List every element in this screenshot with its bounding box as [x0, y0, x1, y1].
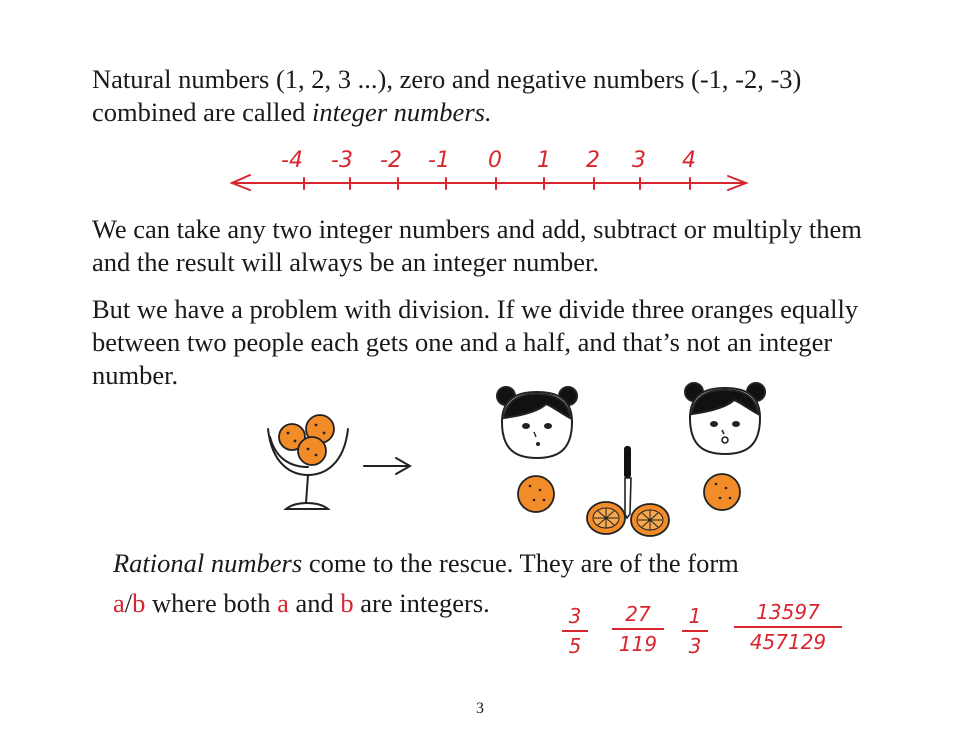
variable-a: a: [113, 588, 125, 618]
orange-icon: [514, 472, 558, 516]
fruit-bowl-icon: [262, 405, 362, 515]
orange-half-icon: [628, 500, 672, 540]
variable-a: a: [277, 588, 289, 618]
fraction: [734, 600, 842, 654]
paragraph-text: and: [288, 588, 341, 618]
number-line-label: 1: [537, 148, 551, 173]
girl-face-icon: [684, 380, 768, 460]
fraction-numerator: 27: [625, 602, 651, 626]
number-line-label: -3: [331, 148, 353, 173]
fraction-denominator: 3: [688, 634, 702, 658]
fraction-bar: [612, 628, 664, 630]
number-line-axis: [0, 0, 960, 200]
number-line-label: 3: [632, 148, 646, 173]
slash-symbol: /: [124, 588, 133, 618]
fraction-denominator: 457129: [749, 630, 827, 654]
page-number: 3: [476, 700, 484, 717]
orange-half-icon: [584, 498, 628, 538]
paragraph-text: are integers.: [353, 588, 490, 618]
fraction-numerator: 1: [688, 604, 702, 628]
fraction-denominator: 119: [618, 632, 658, 656]
fraction-numerator: 3: [568, 604, 582, 628]
number-line-label: -4: [281, 148, 303, 173]
paragraph-operations: We can take any two integer numbers and add, subtract or multiply them and the result will always be an integer number.: [92, 214, 862, 277]
emphasis-rational-numbers: Rational numbers: [113, 548, 303, 578]
number-line-label: 2: [586, 148, 600, 173]
fraction-denominator: 5: [568, 634, 582, 658]
fraction-bar: [562, 630, 588, 632]
paragraph-text: Natural numbers (1, 2, 3 ...), zero and negative numbers (-1, -2, -3) combined are called: [92, 64, 802, 127]
fraction: [612, 602, 664, 656]
emphasis-integer-numbers: integer numbers.: [311, 97, 492, 127]
number-line-label: 4: [682, 148, 696, 173]
paragraph-text: come to the rescue. They are of the form: [302, 548, 739, 578]
fraction-bar: [734, 626, 842, 628]
variable-b: b: [132, 588, 146, 618]
fraction-bar: [682, 630, 708, 632]
number-line-label: -1: [428, 148, 450, 173]
fraction: [562, 604, 588, 658]
fraction: [682, 604, 708, 658]
paragraph-division-problem: But we have a problem with division. If we divide three oranges equally between two people each gets one and a half, and that’s not an integer number.: [92, 294, 859, 390]
number-line-label: -2: [380, 148, 402, 173]
fraction-numerator: 13597: [756, 600, 820, 624]
number-line-label: 0: [488, 148, 502, 173]
paragraph-text: where both: [145, 588, 278, 618]
variable-b: b: [340, 588, 354, 618]
girl-face-icon: [496, 384, 580, 464]
orange-icon: [700, 470, 744, 514]
arrow-icon: [360, 452, 420, 482]
